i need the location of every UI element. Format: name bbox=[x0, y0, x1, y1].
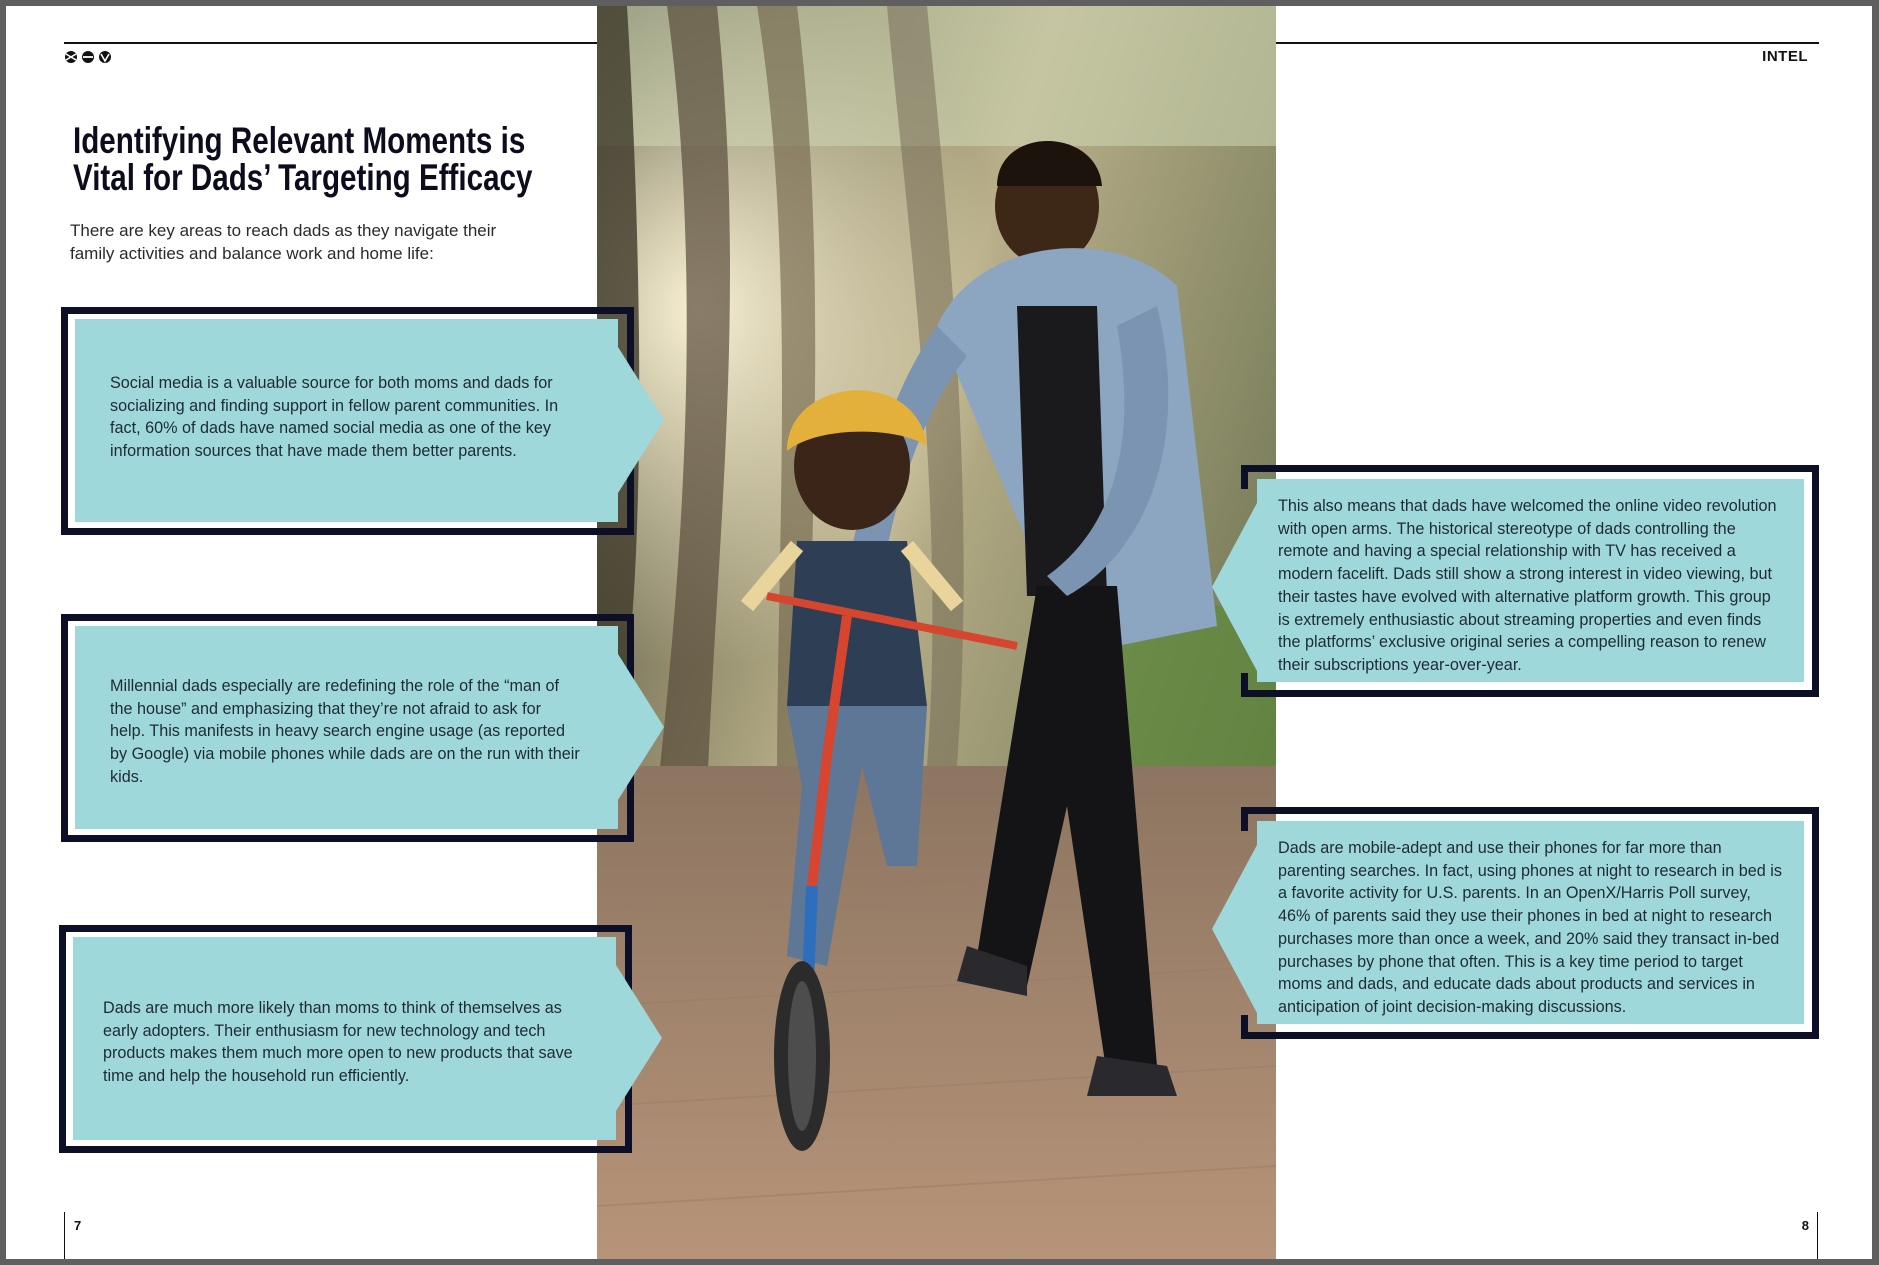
callout-text: Millennial dads especially are redefining the role of the “man of the house” and emphasizing that they’re not afraid to ask for help. This manifests in heavy search engine usage (as reported by Google) via mobile phones while dads are on the run with their kids. bbox=[110, 677, 580, 786]
callout-arrow bbox=[1212, 503, 1257, 671]
page-title-line-2: Vital for Dads’ Targeting Efficacy bbox=[73, 157, 533, 198]
page-title bbox=[73, 120, 533, 198]
callout-online-video bbox=[1241, 465, 1819, 697]
publisher-logo-icon bbox=[64, 50, 112, 64]
father-son-bike-photo bbox=[597, 6, 1276, 1259]
callout-arrow bbox=[618, 347, 664, 493]
callout-arrow bbox=[618, 654, 664, 800]
page-number-right-label: 8 bbox=[1801, 1218, 1809, 1233]
callout-text: Social media is a valuable source for both moms and dads for socializing and finding support in fellow parent communities. In fact, 60% of dads have named social media as one of the key information sources that have made them better parents. bbox=[110, 374, 559, 461]
callout-arrow bbox=[1212, 845, 1257, 1013]
callout-arrow bbox=[616, 965, 662, 1111]
page-number-left bbox=[64, 1212, 82, 1259]
brand-name: INTEL bbox=[1762, 48, 1808, 65]
page-title-line-1: Identifying Relevant Moments is bbox=[73, 120, 526, 161]
document-spread bbox=[6, 6, 1872, 1259]
top-rule-left bbox=[64, 42, 598, 44]
callout-text: This also means that dads have welcomed the online video revolution with open arms. The historical stereotype of dads controlling the remote and having a special relationship with TV has received a modern facelift. Dads still show a strong interest in video viewing, but their tastes have evolved with alternative platform growth. This group is extremely enthusiastic about streaming properties and even finds the platforms’ exclusive original series a compelling reason to renew their subscriptions year-over-year. bbox=[1278, 497, 1777, 674]
page-number-left-label: 7 bbox=[74, 1218, 82, 1233]
callout-early-adopters bbox=[59, 925, 632, 1153]
callout-social-media bbox=[61, 307, 634, 535]
callout-text: Dads are mobile-adept and use their phones for far more than parenting searches. In fact, using phones at night to research in bed is a favorite activity for U.S. parents. In an OpenX/Harris Poll survey, 46% of parents said they use their phones in bed at night to research purchases more than once a week, and 20% said they transact in-bed purchases by phone that often. This is a key time period to target moms and dads, and educate dads about products and services in anticipation of joint decision-making discussions. bbox=[1278, 839, 1782, 1016]
callout-mobile-adept bbox=[1241, 807, 1819, 1039]
intro-paragraph: There are key areas to reach dads as they navigate their family activities and balance work and home life: bbox=[70, 221, 497, 263]
callout-text: Dads are much more likely than moms to think of themselves as early adopters. Their enthusiasm for new technology and tech products makes them much more open to new products that save time and help the household run efficiently. bbox=[103, 999, 573, 1086]
callout-millennial-dads bbox=[61, 614, 634, 842]
top-rule-right bbox=[1276, 42, 1819, 44]
page-number-right bbox=[1801, 1212, 1818, 1259]
